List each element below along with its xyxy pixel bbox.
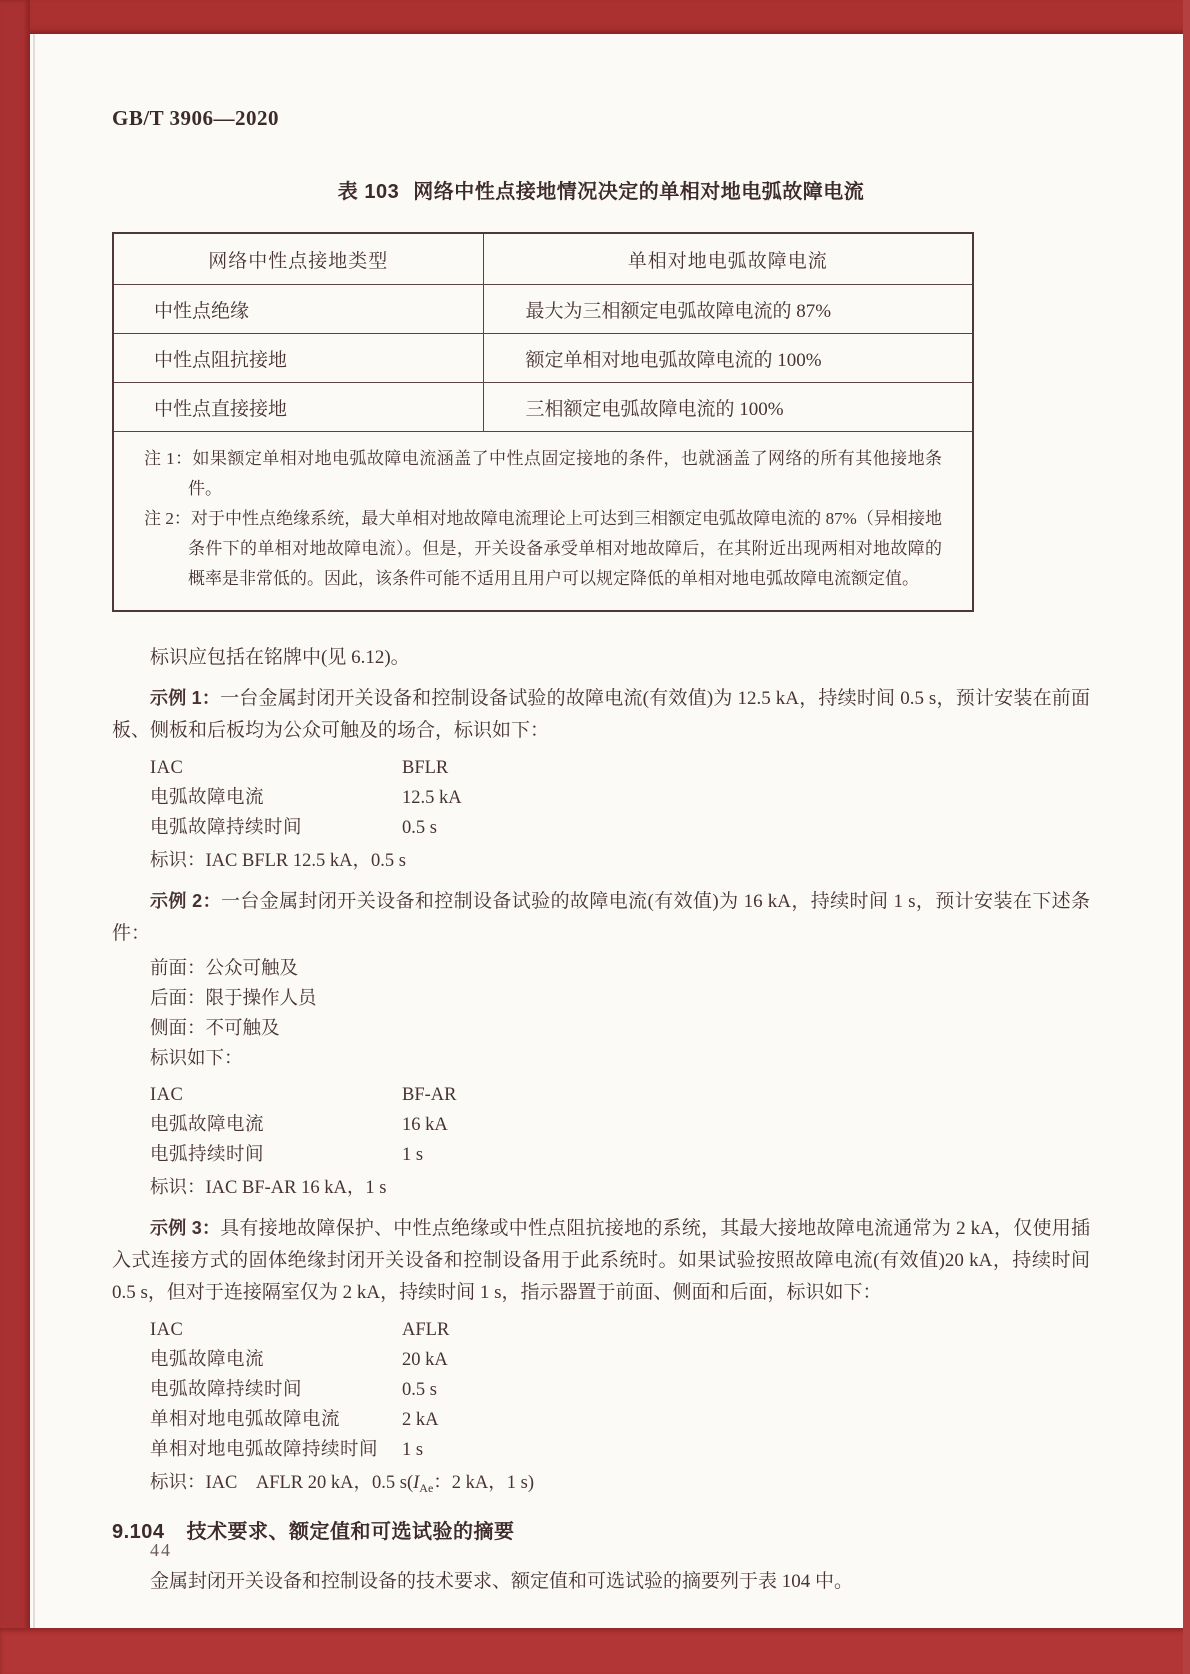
marking-key: 单相对地电弧故障持续时间 <box>150 1440 379 1460</box>
example-1-marking-result: 标识：IAC BFLR 12.5 kA，0.5 s <box>150 851 406 871</box>
column-header-grounding-type: 网络中性点接地类型 <box>113 233 483 285</box>
closing-paragraph: 金属封闭开关设备和控制设备的技术要求、额定值和可选试验的摘要列于表 104 中。 <box>150 1571 854 1592</box>
section-title: 技术要求、额定值和可选试验的摘要 <box>186 1521 515 1543</box>
condition-line: 后面：限于操作人员 <box>150 989 317 1009</box>
scan-border-bottom <box>0 1628 1190 1674</box>
list-item <box>112 1405 1090 1435</box>
cell-fault-current: 最大为三相额定电弧故障电流的 87% <box>483 285 973 334</box>
note-2-text: 对于中性点绝缘系统，最大单相对地故障电流理论上可达到三相额定电弧故障电流的 87%（异相接地条件下的单相对地故障电流）。但是，开关设备承受单相对地故障后，在其附近出现两相对地故障的概率是非常低的。因此，该条件可能不适用且用户可以规定降低的单相对地电弧故障电流额定值。 <box>188 509 942 588</box>
example-3-text: 具有接地故障保护、中性点绝缘或中性点阻抗接地的系统，其最大接地故障电流通常为 2 kA，仅使用插入式连接方式的固体绝缘封闭开关设备和控制设备用于此系统时。如果试验按照故障电流(有效值)20 kA，持续时间 0.5 s，但对于连接隔室仅为 2 kA，持续时间 1 s，指示器置于前面、侧面和后面，标识如下： <box>112 1218 1090 1303</box>
marking-key: 电弧故障持续时间 <box>150 1380 303 1400</box>
column-header-fault-current: 单相对地电弧故障电流 <box>483 233 973 285</box>
cell-grounding-type: 中性点阻抗接地 <box>113 334 483 383</box>
example-3-label: 示例 3： <box>150 1218 221 1238</box>
marking-key: IAC <box>150 1320 184 1340</box>
note-1-text: 如果额定单相对地电弧故障电流涵盖了中性点固定接地的条件，也就涵盖了网络的所有其他接地条件。 <box>188 449 943 498</box>
example-3-marking-list <box>112 1315 1090 1465</box>
page-content <box>112 0 1090 1598</box>
condition-line: 标识如下： <box>150 1049 243 1069</box>
list-item <box>112 1345 1090 1375</box>
note-1-label: 注 1： <box>144 449 193 468</box>
marking-key: 电弧故障电流 <box>150 788 265 808</box>
scan-edge-artifact <box>33 0 35 1674</box>
marking-value: BF-AR <box>402 1085 457 1105</box>
marking-key: 电弧故障电流 <box>150 1350 265 1370</box>
example-3-marking-result <box>112 1468 1090 1499</box>
section-number: 9.104 <box>112 1521 165 1543</box>
table-caption <box>112 175 1090 204</box>
example-1-paragraph <box>112 682 1090 747</box>
example-2-conditions <box>112 954 1090 1074</box>
table-row <box>113 334 973 383</box>
example-2-marking-list <box>112 1080 1090 1170</box>
marking-key: IAC <box>150 758 184 778</box>
list-item <box>112 753 1090 783</box>
marking-value: BFLR <box>402 758 449 778</box>
list-item <box>112 1435 1090 1465</box>
list-item <box>112 813 1090 843</box>
scan-border-top <box>0 0 1190 34</box>
scan-border-right <box>1183 0 1190 1674</box>
marking-key: 单相对地电弧故障电流 <box>150 1410 341 1430</box>
marking-value: 1 s <box>402 1145 424 1165</box>
table-note-2 <box>144 504 942 594</box>
example-1-marking-list <box>112 753 1090 843</box>
marking-result-suffix: ：2 kA，1 s) <box>433 1473 535 1493</box>
table-notes-cell <box>113 432 973 612</box>
example-2-label: 示例 2： <box>150 891 221 911</box>
cell-fault-current: 额定单相对地电弧故障电流的 100% <box>483 334 973 383</box>
marking-value: 12.5 kA <box>402 788 462 808</box>
marking-key: 电弧故障电流 <box>150 1115 265 1135</box>
marking-key: 电弧持续时间 <box>150 1145 265 1165</box>
cell-fault-current: 三相额定电弧故障电流的 100% <box>483 383 973 432</box>
table-caption-title: 网络中性点接地情况决定的单相对地电弧故障电流 <box>413 181 865 203</box>
condition-line: 前面：公众可触及 <box>150 959 299 979</box>
current-symbol: I <box>413 1473 420 1493</box>
example-1-label: 示例 1： <box>150 688 221 708</box>
example-2-paragraph <box>112 885 1090 950</box>
current-symbol-subscript: Ae <box>419 1481 434 1495</box>
marking-value: AFLR <box>402 1320 450 1340</box>
table-header-row <box>113 233 973 285</box>
note-2-label: 注 2： <box>144 509 191 528</box>
table-note-1 <box>144 444 942 504</box>
list-item <box>112 1140 1090 1170</box>
list-item <box>112 1315 1090 1345</box>
condition-line: 侧面：不可触及 <box>150 1019 280 1039</box>
marking-value: 16 kA <box>402 1115 448 1135</box>
cell-grounding-type: 中性点直接接地 <box>113 383 483 432</box>
table-notes-row <box>113 432 973 612</box>
example-3-paragraph <box>112 1212 1090 1309</box>
list-item <box>112 1080 1090 1110</box>
example-2-marking-result: 标识：IAC BF-AR 16 kA，1 s <box>150 1178 387 1198</box>
list-item <box>112 783 1090 813</box>
marking-value: 0.5 s <box>402 1380 437 1400</box>
table-row <box>113 383 973 432</box>
cell-grounding-type: 中性点绝缘 <box>113 285 483 334</box>
marking-value: 1 s <box>402 1440 424 1460</box>
marking-value: 20 kA <box>402 1350 448 1370</box>
scan-border-left <box>0 0 30 1674</box>
list-item <box>112 1375 1090 1405</box>
marking-value: 0.5 s <box>402 818 437 838</box>
page-number: 44 <box>150 1540 172 1560</box>
example-2-text: 一台金属封闭开关设备和控制设备试验的故障电流(有效值)为 16 kA，持续时间 1 s，预计安装在下述条件： <box>112 891 1091 944</box>
list-item <box>112 1110 1090 1140</box>
marking-key: IAC <box>150 1085 184 1105</box>
table-row <box>113 285 973 334</box>
nameplate-intro-paragraph: 标识应包括在铭牌中(见 6.12)。 <box>150 647 410 668</box>
section-heading-9-104 <box>112 1515 1090 1544</box>
table-caption-number: 表 103 <box>337 181 400 203</box>
marking-result-prefix: 标识：IAC AFLR 20 kA，0.5 s( <box>150 1473 414 1493</box>
marking-key: 电弧故障持续时间 <box>150 818 303 838</box>
table-103 <box>112 232 974 612</box>
example-1-text: 一台金属封闭开关设备和控制设备试验的故障电流(有效值)为 12.5 kA，持续时间 0.5 s，预计安装在前面板、侧板和后板均为公众可触及的场合，标识如下： <box>112 688 1090 741</box>
standard-code-header: GB/T 3906—2020 <box>112 106 280 130</box>
marking-value: 2 kA <box>402 1410 439 1430</box>
